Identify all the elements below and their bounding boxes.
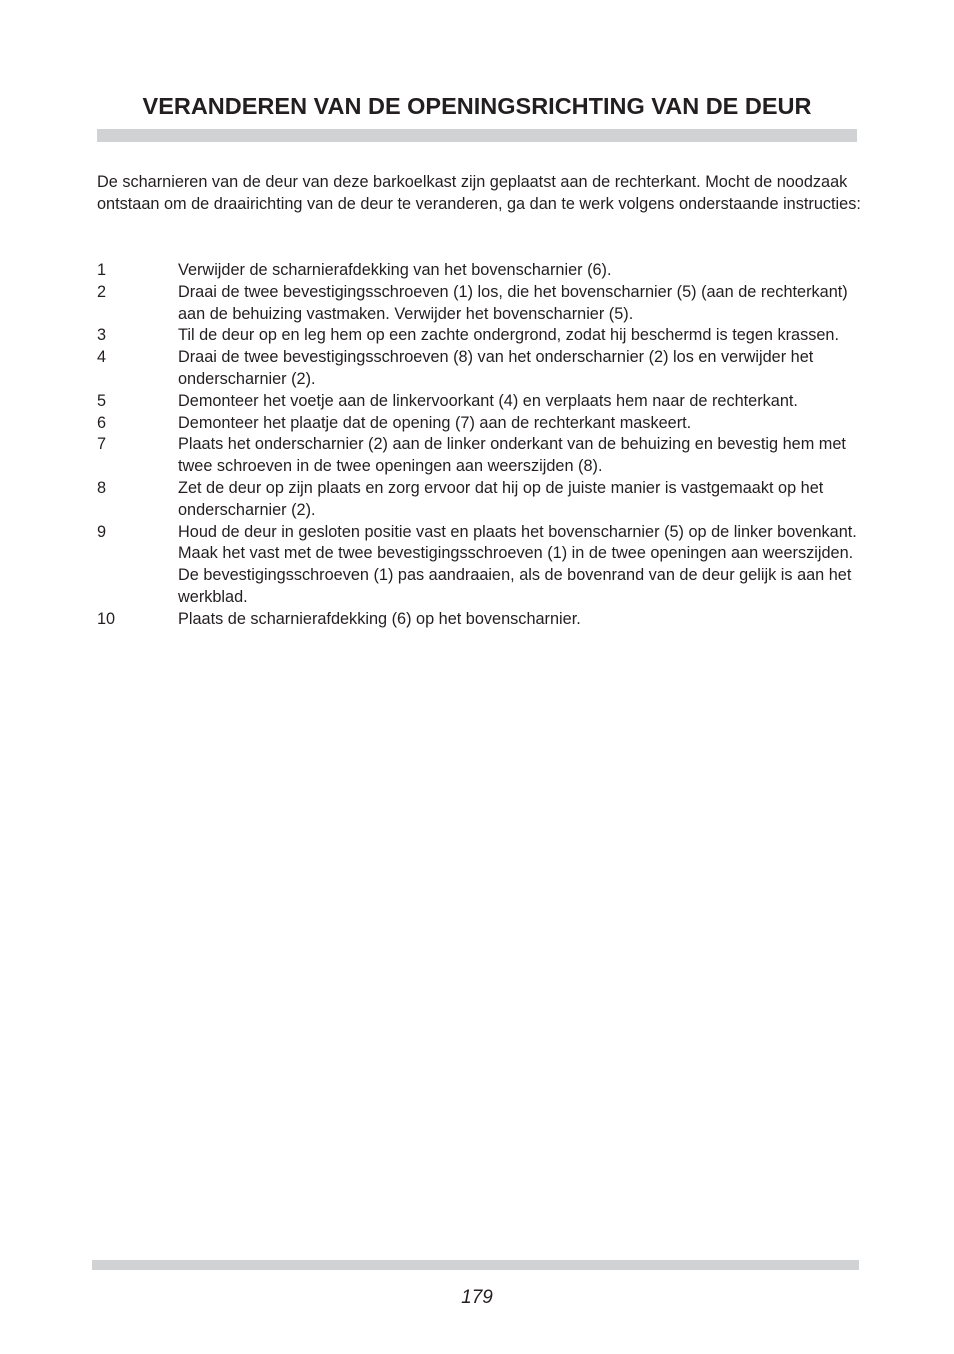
step-text: Houd de deur in gesloten positie vast en plaats het bovenscharnier (5) op de linker bovenkant. Maak het vast met de twee bevestigingsschroeven (1) in de twee openingen aan weerszijden. De bevestigingsschroeven (1) pas aandraaien, als de bovenrand van de deur gelijk is aan het werkblad. bbox=[178, 522, 857, 606]
step-text: Plaats de scharnierafdekking (6) op het bovenscharnier. bbox=[178, 609, 581, 628]
step-number: 4 bbox=[97, 348, 107, 367]
instruction-step bbox=[97, 260, 867, 282]
instruction-list bbox=[97, 260, 867, 631]
step-number: 7 bbox=[97, 435, 107, 454]
instruction-step bbox=[97, 325, 867, 347]
step-number: 10 bbox=[97, 609, 116, 628]
step-number: 6 bbox=[97, 413, 107, 432]
instruction-step bbox=[97, 347, 867, 391]
step-text: Til de deur op en leg hem op een zachte ondergrond, zodat hij beschermd is tegen krassen. bbox=[178, 326, 840, 345]
page-number: 179 bbox=[461, 1287, 493, 1308]
step-text: Demonteer het plaatje dat de opening (7) aan de rechterkant maskeert. bbox=[178, 413, 692, 432]
instruction-step bbox=[97, 434, 867, 478]
instruction-step bbox=[97, 413, 867, 435]
step-number: 9 bbox=[97, 522, 107, 541]
step-text: Plaats het onderscharnier (2) aan de linker onderkant van de behuizing en bevestig hem met twee schroeven in de twee openingen aan weerszijden (8). bbox=[178, 435, 846, 476]
step-number: 2 bbox=[97, 282, 107, 301]
step-text: Draai de twee bevestigingsschroeven (8) van het onderscharnier (2) los en verwijder het onderscharnier (2). bbox=[178, 348, 814, 388]
instruction-step bbox=[97, 391, 867, 413]
step-text: Zet de deur op zijn plaats en zorg ervoor dat hij op de juiste manier is vastgemaakt op het onderscharnier (2). bbox=[178, 478, 824, 519]
step-number: 8 bbox=[97, 478, 107, 497]
step-number: 3 bbox=[97, 326, 107, 345]
intro-paragraph: De scharnieren van de deur van deze barkoelkast zijn geplaatst aan de rechterkant. Mocht de noodzaak ontstaan om de draairichting van de deur te veranderen, ga dan te werk volgens onderstaande instructies: bbox=[97, 173, 861, 213]
footer-divider bbox=[92, 1260, 859, 1270]
instruction-step bbox=[97, 522, 867, 609]
step-text: Verwijder de scharnierafdekking van het bovenscharnier (6). bbox=[178, 261, 612, 279]
instruction-step bbox=[97, 478, 867, 522]
step-text: Draai de twee bevestigingsschroeven (1) los, die het bovenscharnier (5) (aan de rechterkant) aan de behuizing vastmaken. Verwijder het bovenscharnier (5). bbox=[178, 282, 848, 323]
step-number: 5 bbox=[97, 391, 107, 410]
instruction-step bbox=[97, 282, 867, 326]
title-divider bbox=[97, 129, 857, 142]
step-text: Demonteer het voetje aan de linkervoorkant (4) en verplaats hem naar de rechterkant. bbox=[178, 391, 798, 410]
instruction-step bbox=[97, 609, 867, 631]
step-number: 1 bbox=[97, 261, 107, 279]
page-title: VERANDEREN VAN DE OPENINGSRICHTING VAN DE DEUR bbox=[142, 93, 812, 119]
